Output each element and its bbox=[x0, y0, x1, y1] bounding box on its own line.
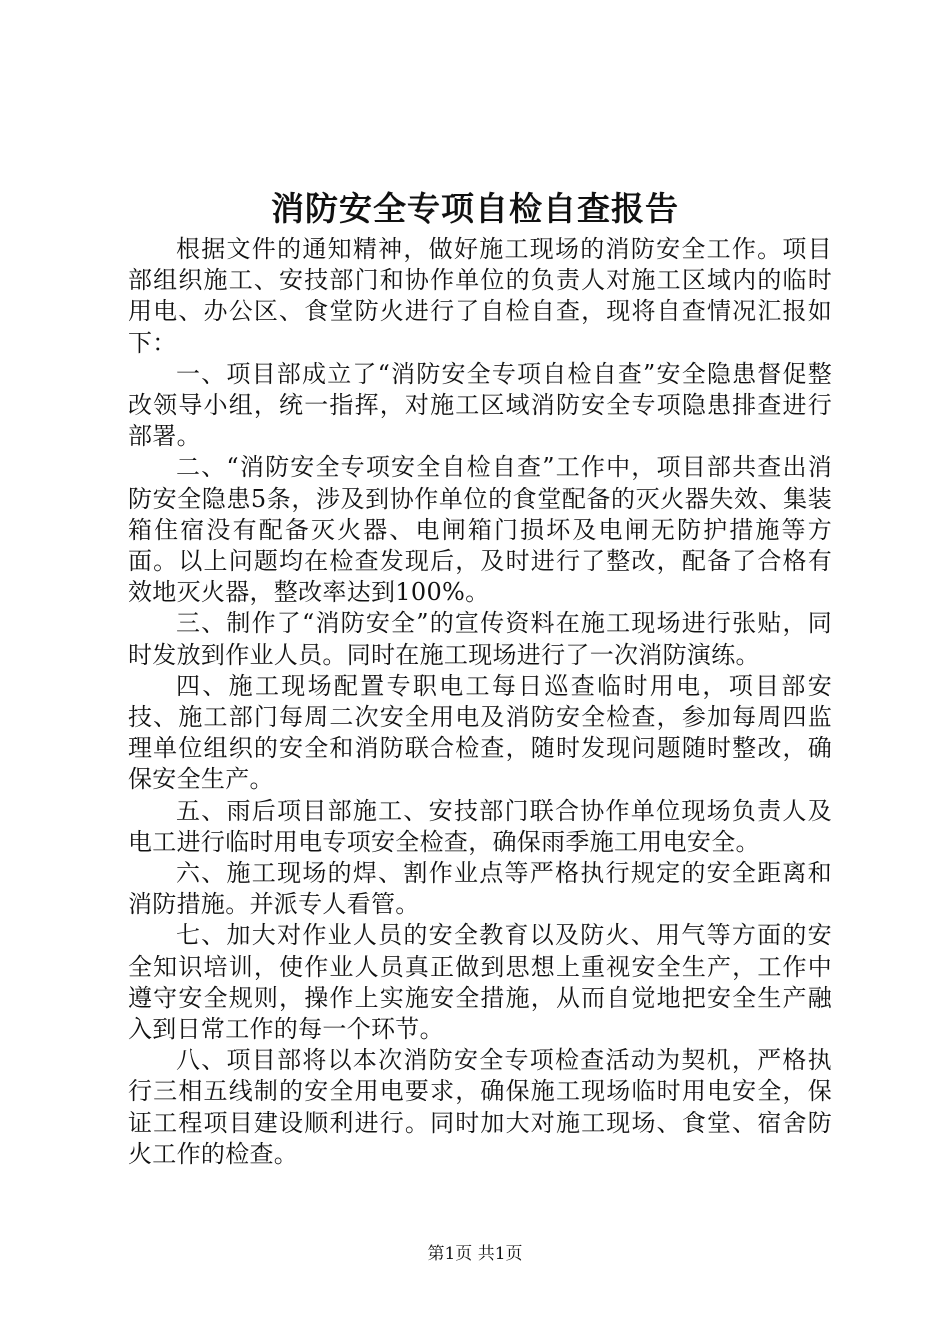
paragraph-intro: 根据文件的通知精神，做好施工现场的消防安全工作。项目部组织施工、安技部门和协作单位的负责人对施工区域内的临时用电、办公区、食堂防火进行了自检自查，现将自查情况汇报如下： bbox=[128, 235, 832, 357]
paragraph-item-1: 一、项目部成立了“消防安全专项自检自查”安全隐患督促整改领导小组，统一指挥，对施工区域消防安全专项隐患排查进行部署。 bbox=[128, 359, 832, 451]
paragraph-item-8: 八、项目部将以本次消防安全专项检查活动为契机，严格执行三相五线制的安全用电要求，确保施工现场临时用电安全，保证工程项目建设顺利进行。同时加大对施工现场、食堂、宿舍防火工作的检查。 bbox=[128, 1046, 832, 1168]
paragraph-item-4: 四、施工现场配置专职电工每日巡查临时用电，项目部安技、施工部门每周二次安全用电及消防安全检查，参加每周四监理单位组织的安全和消防联合检查，随时发现问题随时整改，确保安全生产。 bbox=[128, 671, 832, 794]
paragraph-item-3: 三、制作了“消防安全”的宣传资料在施工现场进行张贴，同时发放到作业人员。同时在施工现场进行了一次消防演练。 bbox=[128, 609, 832, 669]
paragraph-item-6: 六、施工现场的焊、割作业点等严格执行规定的安全距离和消防措施。并派专人看管。 bbox=[128, 859, 832, 919]
document-body bbox=[128, 234, 832, 1170]
page-footer: 第1页 共1页 bbox=[427, 1244, 523, 1264]
paragraph-item-5: 五、雨后项目部施工、安技部门联合协作单位现场负责人及电工进行临时用电专项安全检查，确保雨季施工用电安全。 bbox=[128, 796, 832, 856]
paragraph-item-2: 二、“消防安全专项安全自检自查”工作中，项目部共查出消防安全隐患5条，涉及到协作单位的食堂配备的灭火器失效、集装箱住宿没有配备灭火器、电闸箱门损坏及电闸无防护措施等方面。以上问题均在检查发现后，及时进行了整改，配备了合格有效地灭火器，整改率达到100%。 bbox=[128, 453, 832, 607]
paragraph-item-7: 七、加大对作业人员的安全教育以及防火、用气等方面的安全知识培训，使作业人员真正做到思想上重视安全生产，工作中遵守安全规则，操作上实施安全措施，从而自觉地把安全生产融入到日常工作的每一个环节。 bbox=[128, 921, 832, 1044]
document-title: 消防安全专项自检自查报告 bbox=[271, 189, 679, 228]
